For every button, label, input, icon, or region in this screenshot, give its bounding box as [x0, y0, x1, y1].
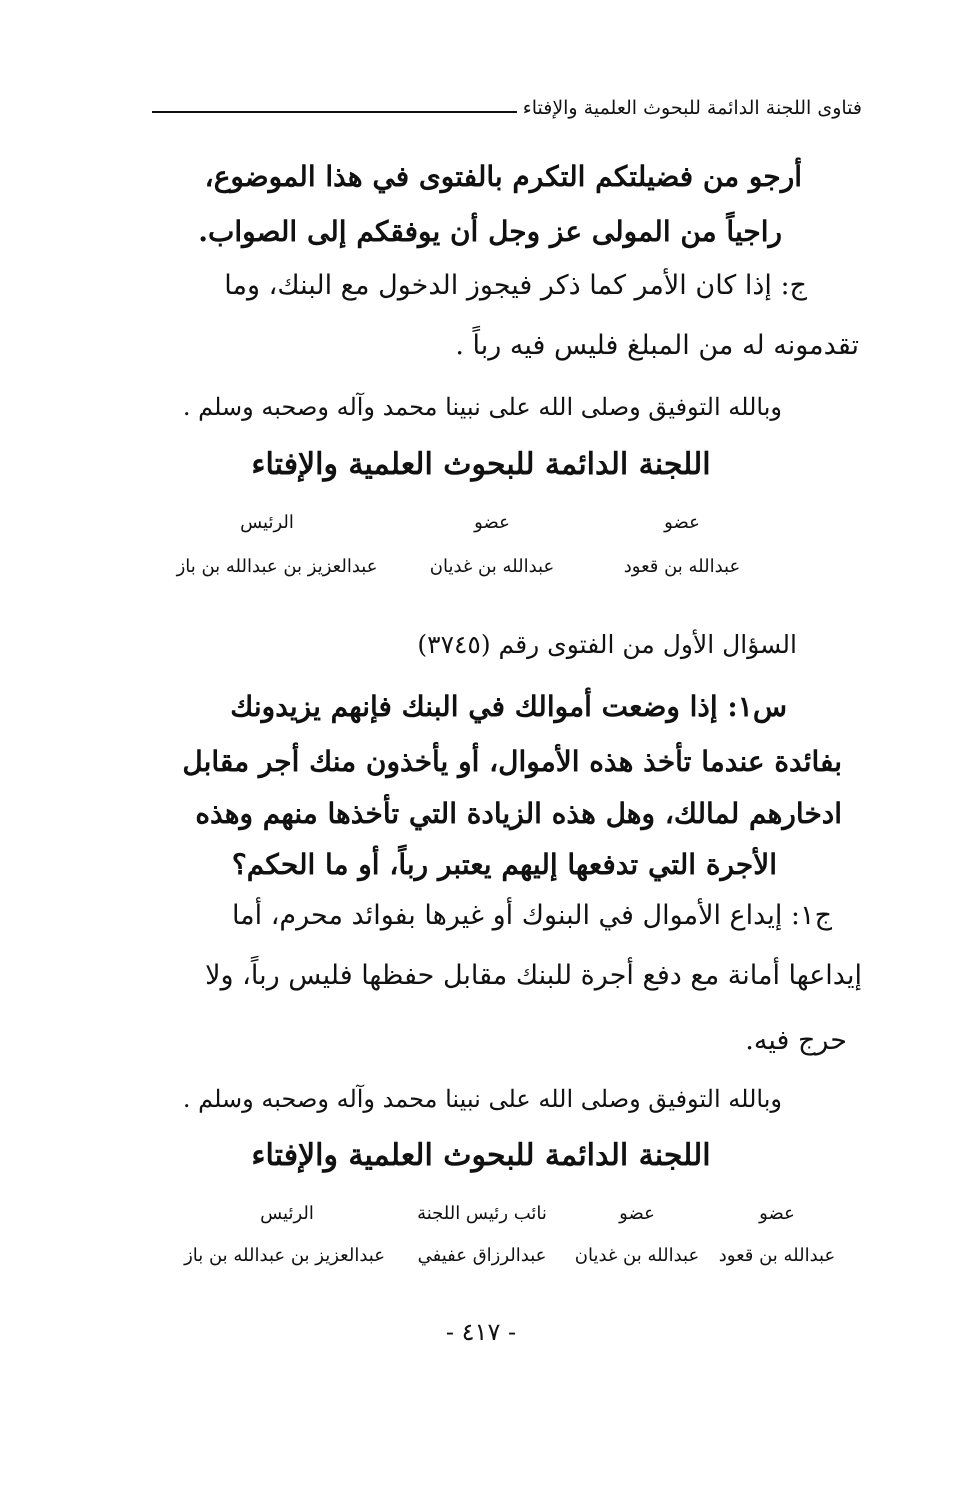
- fatwa-reference: السؤال الأول من الفتوى رقم (٣٧٤٥): [417, 630, 797, 659]
- committee-title: اللجنة الدائمة للبحوث العلمية والإفتاء: [251, 447, 711, 482]
- signatory-role: عضو: [664, 512, 700, 533]
- closing-prayer: وبالله التوفيق وصلى الله على نبينا محمد وآله وصحبه وسلم .: [182, 393, 782, 421]
- running-header: [152, 88, 862, 128]
- answer-line: تقدمونه له من المبلغ فليس فيه رباً .: [455, 330, 859, 361]
- answer-line: ج١: إيداع الأموال في البنوك أو غيرها بفوائد محرم، أما: [231, 900, 832, 931]
- signatory-name: عبدالله بن غديان: [429, 556, 555, 577]
- running-header-title: فتاوى اللجنة الدائمة للبحوث العلمية والإفتاء: [522, 97, 862, 119]
- question-line: بفائدة عندما تأخذ هذه الأموال، أو يأخذون منك أجر مقابل: [182, 745, 842, 778]
- signatory-name: عبدالله بن قعود: [623, 556, 741, 577]
- signatory-role: عضو: [474, 512, 510, 533]
- answer-line: حرج فيه.: [745, 1025, 847, 1056]
- question-line: راجياً من المولى عز وجل أن يوفقكم إلى الصواب.: [198, 215, 782, 248]
- page-number: - ٤١٧ -: [445, 1318, 517, 1346]
- closing-prayer: وبالله التوفيق وصلى الله على نبينا محمد وآله وصحبه وسلم .: [182, 1085, 782, 1113]
- signatory-name: عبدالرزاق عفيفي: [417, 1245, 547, 1266]
- question-line: أرجو من فضيلتكم التكرم بالفتوى في هذا الموضوع،: [204, 160, 802, 193]
- signatory-name: عبدالله بن قعود: [718, 1245, 836, 1266]
- signatory-name: عبدالله بن غديان: [574, 1245, 700, 1266]
- answer-line: ج: إذا كان الأمر كما ذكر فيجوز الدخول مع البنك، وما: [224, 270, 807, 301]
- header-rule: [152, 111, 517, 113]
- question-line: س١: إذا وضعت أموالك في البنك فإنهم يزيدونك: [230, 690, 787, 723]
- question-line: الأجرة التي تدفعها إليهم يعتبر رباً، أو ما الحكم؟: [231, 848, 777, 881]
- signatory-role: عضو: [619, 1203, 655, 1224]
- signatory-name: عبدالعزيز بن عبدالله بن باز: [184, 1245, 385, 1266]
- answer-line: إيداعها أمانة مع دفع أجرة للبنك مقابل حفظها فليس رباً، ولا: [205, 960, 862, 991]
- signatory-role: نائب رئيس اللجنة: [417, 1203, 547, 1224]
- question-line: ادخارهم لمالك، وهل هذه الزيادة التي تأخذها منهم وهذه: [195, 797, 842, 830]
- signatory-role: الرئيس: [240, 512, 294, 533]
- signatory-role: عضو: [759, 1203, 795, 1224]
- signatory-name: عبدالعزيز بن عبدالله بن باز: [176, 556, 378, 577]
- committee-title: اللجنة الدائمة للبحوث العلمية والإفتاء: [251, 1138, 711, 1173]
- signatory-role: الرئيس: [260, 1203, 314, 1224]
